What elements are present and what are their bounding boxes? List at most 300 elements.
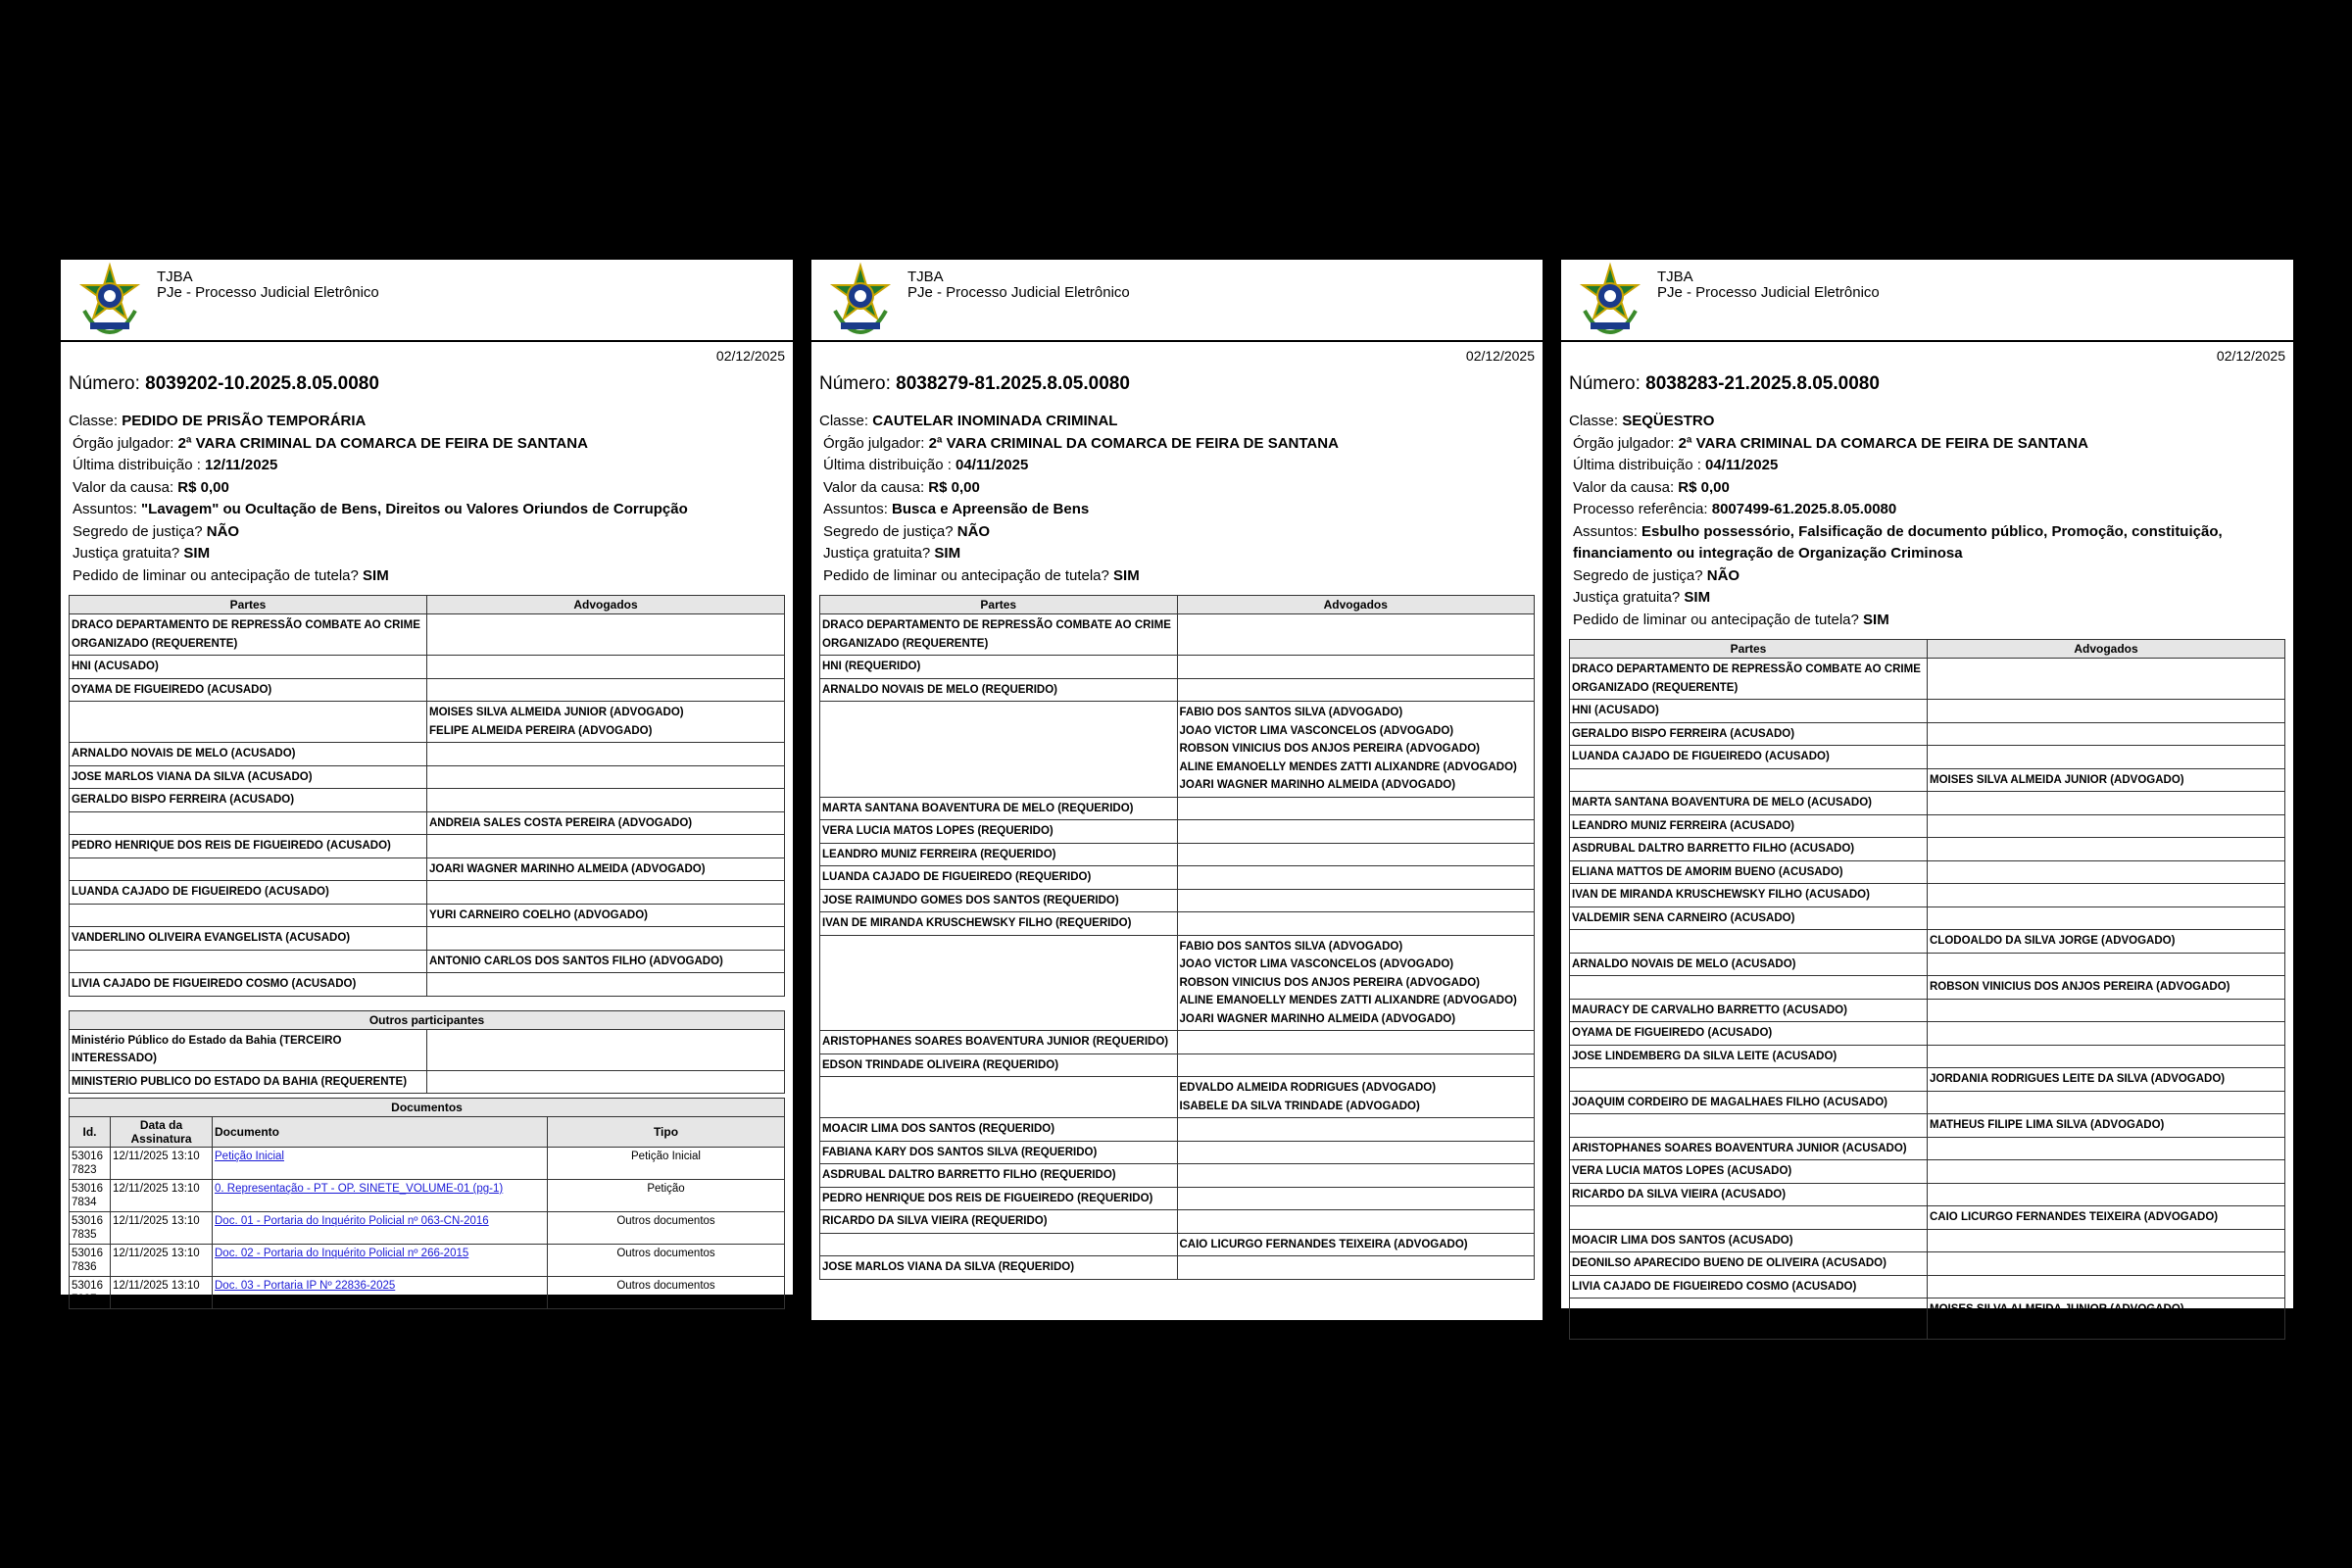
party-name: LIVIA CAJADO DE FIGUEIREDO COSMO (ACUSADO) <box>70 973 427 997</box>
lawyer-names <box>427 835 785 858</box>
party-name: ARISTOPHANES SOARES BOAVENTURA JUNIOR (ACUSADO) <box>1570 1137 1928 1160</box>
party-name: RICARDO DA SILVA VIEIRA (ACUSADO) <box>1570 1183 1928 1206</box>
lawyer-names: FABIO DOS SANTOS SILVA (ADVOGADO) JOAO VICTOR LIMA VASCONCELOS (ADVOGADO) ROBSON VINICIUS DOS ANJOS PEREIRA (ADVOGADO) ALINE EMANOELLY MENDES ZATTI ALIXANDRE (ADVOGADO) JOARI WAGNER MARINHO ALMEIDA (ADVOGADO) <box>1177 935 1535 1031</box>
party-name: ARNALDO NOVAIS DE MELO (REQUERIDO) <box>820 678 1178 702</box>
info-label: Pedido de liminar ou antecipação de tutela? <box>1573 611 1864 628</box>
party-row <box>820 889 1535 912</box>
party-row <box>820 1210 1535 1234</box>
party-name: VERA LUCIA MATOS LOPES (ACUSADO) <box>1570 1160 1928 1184</box>
process-info <box>811 399 1543 589</box>
party-row <box>1570 999 2285 1022</box>
process-info <box>61 399 793 589</box>
lawyer-names <box>1928 722 2285 746</box>
party-name: OYAMA DE FIGUEIREDO (ACUSADO) <box>1570 1022 1928 1046</box>
info-value: SIM <box>934 545 961 562</box>
party-row <box>1570 722 2285 746</box>
document-link[interactable]: 0. Representação - PT - OP. SINETE_VOLUME-01 (pg-1) <box>215 1183 504 1195</box>
parties-header: Partes <box>70 596 427 614</box>
party-name <box>820 935 1178 1031</box>
party-row <box>1570 1206 2285 1230</box>
lawyer-names <box>1177 1210 1535 1234</box>
party-row <box>70 950 785 973</box>
party-name: GERALDO BISPO FERREIRA (ACUSADO) <box>1570 722 1928 746</box>
party-row <box>1570 1183 2285 1206</box>
doc-type: Outros documentos <box>548 1245 785 1277</box>
party-name <box>1570 1206 1928 1230</box>
party-row <box>70 656 785 679</box>
doc-date: 12/11/2025 13:10 <box>111 1245 213 1277</box>
info-label: Órgão julgador: <box>823 434 929 452</box>
party-row <box>820 1233 1535 1256</box>
info-value: NÃO <box>206 522 240 540</box>
info-label: Justiça gratuita? <box>73 545 184 562</box>
party-row <box>820 1077 1535 1118</box>
party-name: DRACO DEPARTAMENTO DE REPRESSÃO COMBATE AO CRIME ORGANIZADO (REQUERENTE) <box>70 614 427 656</box>
party-name: HNI (REQUERIDO) <box>820 656 1178 679</box>
lawyer-names: YURI CARNEIRO COELHO (ADVOGADO) <box>427 904 785 927</box>
party-row <box>820 935 1535 1031</box>
system-name: PJe - Processo Judicial Eletrônico <box>1657 284 1880 301</box>
info-orgao <box>69 433 785 456</box>
party-row <box>70 904 785 927</box>
info-label: Classe: <box>1569 413 1623 429</box>
party-row <box>820 702 1535 798</box>
party-row <box>820 797 1535 820</box>
party-row <box>70 702 785 743</box>
lawyer-names <box>1928 1022 2285 1046</box>
party-row <box>820 843 1535 866</box>
info-label: Órgão julgador: <box>73 434 178 452</box>
process-number-label: Número: <box>819 373 897 394</box>
info-label: Processo referência: <box>1573 501 1712 517</box>
lawyer-names <box>427 1029 785 1070</box>
lawyer-names <box>1928 838 2285 861</box>
court-name: TJBA <box>157 269 193 285</box>
party-row <box>70 858 785 881</box>
brazil-coat-of-arms-icon <box>1577 264 1643 336</box>
lawyer-names: MOISES SILVA ALMEIDA JUNIOR (ADVOGADO) YURI CARNEIRO COELHO (ADVOGADO) <box>1928 1298 2285 1340</box>
document-link[interactable]: Doc. 01 - Portaria do Inquérito Policial nº 063-CN-2016 <box>215 1215 489 1227</box>
info-segredo <box>69 521 785 544</box>
party-row <box>70 1070 785 1094</box>
party-row <box>1570 768 2285 792</box>
info-value: PEDIDO DE PRISÃO TEMPORÁRIA <box>122 413 367 429</box>
party-name: LEANDRO MUNIZ FERREIRA (REQUERIDO) <box>820 843 1178 866</box>
party-row <box>1570 953 2285 976</box>
party-name <box>70 858 427 881</box>
party-name: OYAMA DE FIGUEIREDO (ACUSADO) <box>70 678 427 702</box>
party-name: LUANDA CAJADO DE FIGUEIREDO (REQUERIDO) <box>820 866 1178 890</box>
brazil-coat-of-arms-icon <box>827 264 894 336</box>
lawyer-names <box>1177 1187 1535 1210</box>
party-row <box>1570 1091 2285 1114</box>
party-name <box>70 904 427 927</box>
party-row <box>820 1031 1535 1054</box>
party-row <box>820 912 1535 936</box>
lawyer-names <box>1177 614 1535 656</box>
party-name: VANDERLINO OLIVEIRA EVANGELISTA (ACUSADO) <box>70 927 427 951</box>
lawyer-names <box>1177 656 1535 679</box>
documents-table <box>69 1098 785 1309</box>
lawyer-names <box>427 678 785 702</box>
court-header-text <box>1657 270 1880 301</box>
lawyer-names <box>1928 1229 2285 1252</box>
lawyer-names <box>1177 1164 1535 1188</box>
party-row <box>820 656 1535 679</box>
info-value: 2ª VARA CRIMINAL DA COMARCA DE FEIRA DE SANTANA <box>177 434 588 452</box>
lawyer-names <box>1177 1054 1535 1077</box>
system-name: PJe - Processo Judicial Eletrônico <box>157 284 379 301</box>
parties-header: Partes <box>820 596 1178 614</box>
info-orgao <box>1569 433 2285 456</box>
party-name <box>1570 1114 1928 1138</box>
party-name: PEDRO HENRIQUE DOS REIS DE FIGUEIREDO (REQUERIDO) <box>820 1187 1178 1210</box>
parties-body <box>820 614 1535 1280</box>
party-row <box>820 1118 1535 1142</box>
party-row <box>1570 1022 2285 1046</box>
info-label: Assuntos: <box>1573 522 1642 540</box>
info-value: SIM <box>363 566 389 584</box>
lawyer-names: MATHEUS FILIPE LIMA SILVA (ADVOGADO) <box>1928 1114 2285 1138</box>
lawyer-names <box>427 973 785 997</box>
process-info <box>1561 399 2293 633</box>
party-row <box>1570 1275 2285 1298</box>
party-row <box>820 614 1535 656</box>
party-name: ASDRUBAL DALTRO BARRETTO FILHO (REQUERIDO) <box>820 1164 1178 1188</box>
lawyer-names <box>427 789 785 812</box>
info-segredo <box>1569 565 2285 588</box>
party-name: PEDRO HENRIQUE DOS REIS DE FIGUEIREDO (ACUSADO) <box>70 835 427 858</box>
parties-table <box>819 595 1535 1280</box>
brazil-coat-of-arms-icon <box>76 264 143 336</box>
lawyer-names <box>1928 792 2285 815</box>
lawyers-header: Advogados <box>1177 596 1535 614</box>
document-link[interactable]: Petição Inicial <box>215 1151 284 1162</box>
lawyer-names <box>427 656 785 679</box>
party-name: DRACO DEPARTAMENTO DE REPRESSÃO COMBATE AO CRIME ORGANIZADO (REQUERENTE) <box>1570 659 1928 700</box>
party-name <box>820 702 1178 798</box>
lawyer-names <box>1928 746 2285 769</box>
lawyer-names <box>1928 1045 2285 1068</box>
party-row <box>70 811 785 835</box>
party-row <box>820 866 1535 890</box>
lawyer-names <box>1177 1118 1535 1142</box>
info-value: 04/11/2025 <box>956 457 1029 473</box>
party-row <box>820 1256 1535 1280</box>
party-name <box>70 950 427 973</box>
info-value: Busca e Apreensão de Bens <box>892 501 1090 517</box>
lawyer-names: JORDANIA RODRIGUES LEITE DA SILVA (ADVOGADO) <box>1928 1068 2285 1092</box>
party-row <box>70 881 785 905</box>
parties-table <box>1569 639 2285 1340</box>
info-valor <box>69 477 785 500</box>
doc-date: 12/11/2025 13:10 <box>111 1148 213 1180</box>
doc-link-cell <box>213 1180 548 1212</box>
party-row <box>820 1164 1535 1188</box>
party-name: MARTA SANTANA BOAVENTURA DE MELO (ACUSADO) <box>1570 792 1928 815</box>
party-row <box>70 614 785 656</box>
party-name: Ministério Público do Estado da Bahia (TERCEIRO INTERESSADO) <box>70 1029 427 1070</box>
info-assuntos <box>1569 521 2285 565</box>
party-name <box>820 1077 1178 1118</box>
info-label: Órgão julgador: <box>1573 434 1679 452</box>
info-value: NÃO <box>956 522 991 540</box>
document-page-1 <box>61 260 793 1305</box>
doc-type: Outros documentos <box>548 1277 785 1309</box>
party-name: ELIANA MATTOS DE AMORIM BUENO (ACUSADO) <box>1570 860 1928 884</box>
doc-type: Outros documentos <box>548 1212 785 1245</box>
doc-link-cell <box>213 1245 548 1277</box>
parties-header: Partes <box>1570 640 1928 659</box>
party-name <box>1570 1068 1928 1092</box>
info-label: Segredo de justiça? <box>1573 566 1707 584</box>
lawyer-names <box>427 927 785 951</box>
lawyer-names: ANDREIA SALES COSTA PEREIRA (ADVOGADO) <box>427 811 785 835</box>
info-classe <box>1569 411 2285 433</box>
doc-id: 53016 7835 <box>70 1212 111 1245</box>
print-date: 02/12/2025 <box>1465 348 1535 364</box>
party-name: ARNALDO NOVAIS DE MELO (ACUSADO) <box>1570 953 1928 976</box>
info-value: 8007499-61.2025.8.05.0080 <box>1711 501 1897 517</box>
info-gratuita <box>69 543 785 565</box>
info-label: Segredo de justiça? <box>73 522 207 540</box>
court-name: TJBA <box>1657 269 1693 285</box>
lawyer-names <box>1928 953 2285 976</box>
info-label: Pedido de liminar ou antecipação de tutela? <box>73 566 364 584</box>
document-row <box>70 1245 785 1277</box>
doc-id: 53016 7823 <box>70 1148 111 1180</box>
info-label: Justiça gratuita? <box>1573 589 1685 606</box>
party-row <box>1570 930 2285 954</box>
party-row <box>70 835 785 858</box>
info-value: SEQÜESTRO <box>1622 413 1715 429</box>
others-body <box>70 1029 785 1094</box>
info-label: Classe: <box>69 413 122 429</box>
lawyer-names: CLODOALDO DA SILVA JORGE (ADVOGADO) <box>1928 930 2285 954</box>
party-name: ASDRUBAL DALTRO BARRETTO FILHO (ACUSADO) <box>1570 838 1928 861</box>
info-value: SIM <box>1684 589 1711 606</box>
doc-type: Petição Inicial <box>548 1148 785 1180</box>
lawyer-names: MOISES SILVA ALMEIDA JUNIOR (ADVOGADO) <box>1928 768 2285 792</box>
document-header <box>811 260 1543 342</box>
lawyer-names <box>1928 884 2285 907</box>
others-table <box>69 1010 785 1095</box>
party-row <box>1570 1068 2285 1092</box>
party-row <box>1570 884 2285 907</box>
info-value: NÃO <box>1706 566 1740 584</box>
info-value: "Lavagem" ou Ocultação de Bens, Direitos ou Valores Oriundos de Corrupção <box>141 501 688 517</box>
process-number <box>811 364 1543 399</box>
party-name <box>1570 1298 1928 1340</box>
court-header-text <box>907 270 1130 301</box>
process-number-value: 8038279-81.2025.8.05.0080 <box>896 373 1130 394</box>
process-number <box>1561 364 2293 399</box>
party-name <box>70 702 427 743</box>
process-number <box>61 364 793 399</box>
party-name: LIVIA CAJADO DE FIGUEIREDO COSMO (ACUSADO) <box>1570 1275 1928 1298</box>
party-row <box>1570 976 2285 1000</box>
party-name: ARISTOPHANES SOARES BOAVENTURA JUNIOR (REQUERIDO) <box>820 1031 1178 1054</box>
documents-section <box>69 1098 785 1309</box>
party-name <box>1570 768 1928 792</box>
documents-body <box>70 1148 785 1309</box>
info-value: Esbulho possessório, Falsificação de documento público, Promoção, constituição, financiamento ou integração de Organização Criminosa <box>1573 522 2223 562</box>
document-link[interactable]: Doc. 03 - Portaria IP Nº 22836-2025 <box>215 1280 396 1292</box>
info-label: Valor da causa: <box>823 478 929 496</box>
party-name: HNI (ACUSADO) <box>70 656 427 679</box>
document-row <box>70 1212 785 1245</box>
process-number-value: 8038283-21.2025.8.05.0080 <box>1645 373 1880 394</box>
doc-col-date: Data da Assinatura <box>111 1117 213 1148</box>
print-date: 02/12/2025 <box>2216 348 2285 364</box>
party-row <box>1570 1045 2285 1068</box>
lawyer-names: ROBSON VINICIUS DOS ANJOS PEREIRA (ADVOGADO) <box>1928 976 2285 1000</box>
party-name: FABIANA KARY DOS SANTOS SILVA (REQUERIDO) <box>820 1141 1178 1164</box>
party-name: MINISTERIO PUBLICO DO ESTADO DA BAHIA (REQUERENTE) <box>70 1070 427 1094</box>
info-value: SIM <box>1113 566 1140 584</box>
info-value: CAUTELAR INOMINADA CRIMINAL <box>872 413 1118 429</box>
doc-col-type: Tipo <box>548 1117 785 1148</box>
lawyer-names: JOARI WAGNER MARINHO ALMEIDA (ADVOGADO) <box>427 858 785 881</box>
doc-type: Petição <box>548 1180 785 1212</box>
info-value: R$ 0,00 <box>928 478 980 496</box>
party-row <box>70 678 785 702</box>
lawyer-names <box>427 614 785 656</box>
party-row <box>70 765 785 789</box>
info-label: Última distribuição : <box>73 457 206 473</box>
doc-id: 53016 7834 <box>70 1180 111 1212</box>
party-row <box>820 1054 1535 1077</box>
lawyer-names <box>427 765 785 789</box>
lawyer-names <box>1177 1256 1535 1280</box>
info-assuntos <box>69 499 785 521</box>
court-header-text <box>157 270 379 301</box>
document-row <box>70 1180 785 1212</box>
documents-header: Documentos <box>70 1099 785 1117</box>
info-label: Valor da causa: <box>1573 478 1679 496</box>
lawyer-names <box>1928 700 2285 723</box>
process-number-value: 8039202-10.2025.8.05.0080 <box>145 373 379 394</box>
info-orgao <box>819 433 1535 456</box>
doc-col-id: Id. <box>70 1117 111 1148</box>
document-row <box>70 1277 785 1309</box>
parties-table <box>69 595 785 997</box>
document-link[interactable]: Doc. 02 - Portaria do Inquérito Policial nº 266-2015 <box>215 1248 469 1259</box>
lawyer-names: CAIO LICURGO FERNANDES TEIXEIRA (ADVOGADO) <box>1177 1233 1535 1256</box>
party-name: VERA LUCIA MATOS LOPES (REQUERIDO) <box>820 820 1178 844</box>
info-label: Valor da causa: <box>73 478 178 496</box>
info-label: Última distribuição : <box>1573 457 1706 473</box>
lawyer-names <box>427 1070 785 1094</box>
lawyer-names <box>427 743 785 766</box>
party-name: LUANDA CAJADO DE FIGUEIREDO (ACUSADO) <box>70 881 427 905</box>
info-label: Pedido de liminar ou antecipação de tutela? <box>823 566 1114 584</box>
info-value: 12/11/2025 <box>205 457 278 473</box>
info-value: R$ 0,00 <box>177 478 229 496</box>
party-name: MARTA SANTANA BOAVENTURA DE MELO (REQUERIDO) <box>820 797 1178 820</box>
party-name: JOSE MARLOS VIANA DA SILVA (REQUERIDO) <box>820 1256 1178 1280</box>
info-label: Assuntos: <box>823 501 893 517</box>
info-gratuita <box>1569 587 2285 610</box>
party-name: GERALDO BISPO FERREIRA (ACUSADO) <box>70 789 427 812</box>
info-value: 04/11/2025 <box>1705 457 1779 473</box>
doc-date: 12/11/2025 13:10 <box>111 1277 213 1309</box>
lawyer-names <box>1928 1160 2285 1184</box>
party-row <box>820 1187 1535 1210</box>
info-label: Justiça gratuita? <box>823 545 935 562</box>
info-value: SIM <box>183 545 211 562</box>
party-row <box>1570 860 2285 884</box>
info-label: Assuntos: <box>73 501 142 517</box>
party-name <box>70 811 427 835</box>
lawyer-names: EDVALDO ALMEIDA RODRIGUES (ADVOGADO) ISABELE DA SILVA TRINDADE (ADVOGADO) <box>1177 1077 1535 1118</box>
party-name: DEONILSO APARECIDO BUENO DE OLIVEIRA (ACUSADO) <box>1570 1252 1928 1276</box>
doc-id: 53016 7836 <box>70 1245 111 1277</box>
document-header <box>1561 260 2293 342</box>
info-gratuita <box>819 543 1535 565</box>
info-value: R$ 0,00 <box>1678 478 1730 496</box>
info-classe <box>819 411 1535 433</box>
party-row <box>70 743 785 766</box>
party-name: HNI (ACUSADO) <box>1570 700 1928 723</box>
party-row <box>820 678 1535 702</box>
lawyer-names <box>1928 1252 2285 1276</box>
document-page-3 <box>1561 260 2293 1334</box>
lawyers-header: Advogados <box>427 596 785 614</box>
party-name <box>820 1233 1178 1256</box>
lawyers-header: Advogados <box>1928 640 2285 659</box>
party-row <box>820 820 1535 844</box>
lawyer-names <box>1928 1091 2285 1114</box>
lawyer-names <box>427 881 785 905</box>
process-number-label: Número: <box>1569 373 1646 394</box>
lawyer-names <box>1928 1275 2285 1298</box>
info-segredo <box>819 521 1535 544</box>
print-date: 02/12/2025 <box>715 348 785 364</box>
lawyer-names: CAIO LICURGO FERNANDES TEIXEIRA (ADVOGADO) <box>1928 1206 2285 1230</box>
lawyer-names <box>1177 1031 1535 1054</box>
lawyer-names: ANTONIO CARLOS DOS SANTOS FILHO (ADVOGADO) <box>427 950 785 973</box>
party-row <box>1570 700 2285 723</box>
party-name: IVAN DE MIRANDA KRUSCHEWSKY FILHO (REQUERIDO) <box>820 912 1178 936</box>
info-valor <box>819 477 1535 500</box>
others-section <box>69 1010 785 1095</box>
party-name: JOSE LINDEMBERG DA SILVA LEITE (ACUSADO) <box>1570 1045 1928 1068</box>
info-value: SIM <box>1863 611 1889 628</box>
party-row <box>70 973 785 997</box>
lawyer-names: FABIO DOS SANTOS SILVA (ADVOGADO) JOAO VICTOR LIMA VASCONCELOS (ADVOGADO) ROBSON VINICIUS DOS ANJOS PEREIRA (ADVOGADO) ALINE EMANOELLY MENDES ZATTI ALIXANDRE (ADVOGADO) JOARI WAGNER MARINHO ALMEIDA (ADVOGADO) <box>1177 702 1535 798</box>
party-name: DRACO DEPARTAMENTO DE REPRESSÃO COMBATE AO CRIME ORGANIZADO (REQUERENTE) <box>820 614 1178 656</box>
party-name: JOSE RAIMUNDO GOMES DOS SANTOS (REQUERIDO) <box>820 889 1178 912</box>
process-number-label: Número: <box>69 373 146 394</box>
party-row <box>70 927 785 951</box>
lawyer-names <box>1177 912 1535 936</box>
court-name: TJBA <box>907 269 944 285</box>
info-classe <box>69 411 785 433</box>
info-valor <box>1569 477 2285 500</box>
lawyer-names <box>1177 820 1535 844</box>
lawyer-names <box>1928 1183 2285 1206</box>
party-row <box>70 789 785 812</box>
info-label: Classe: <box>819 413 873 429</box>
party-row <box>1570 1252 2285 1276</box>
party-row <box>1570 792 2285 815</box>
party-name: RICARDO DA SILVA VIEIRA (REQUERIDO) <box>820 1210 1178 1234</box>
info-label: Última distribuição : <box>823 457 956 473</box>
party-name: IVAN DE MIRANDA KRUSCHEWSKY FILHO (ACUSADO) <box>1570 884 1928 907</box>
info-distribuicao <box>819 455 1535 477</box>
party-name: LUANDA CAJADO DE FIGUEIREDO (ACUSADO) <box>1570 746 1928 769</box>
